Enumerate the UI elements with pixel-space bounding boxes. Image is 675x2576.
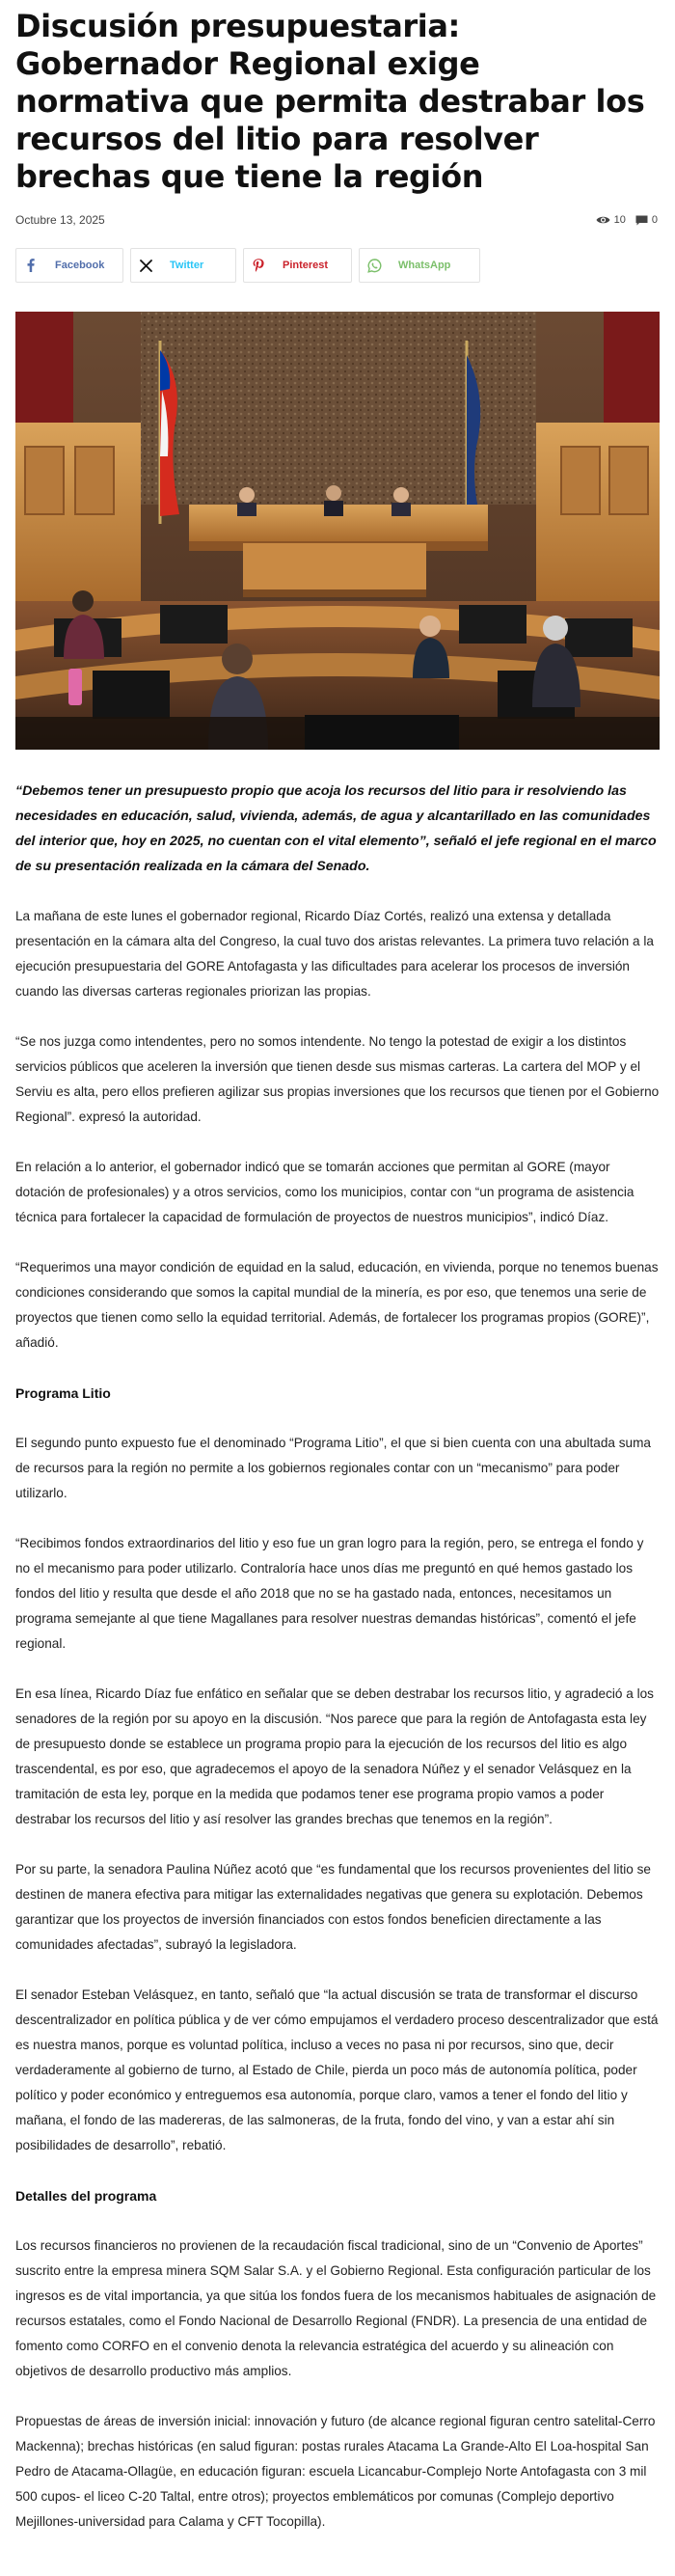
views-counter — [596, 214, 626, 226]
share-twitter-label: Twitter — [170, 260, 204, 271]
section-heading-detalles-programa: Detalles del programa — [15, 2188, 157, 2204]
article-meta — [15, 209, 660, 231]
body-paragraph-2: “Se nos juzga como intendentes, pero no somos intendente. No tengo la potestad de exigir a los distintos servicios públicos que aceleren la inversión que tienen desde sus mismas carteras. La cartera del MOP y el Serviu es alta, pero ellos prefieren agilizar sus propias inversiones que los recursos que tienen por el Gobierno Regional”. expresó la autoridad. — [15, 1034, 660, 1124]
body-paragraph-9: El senador Esteban Velásquez, en tanto, señaló que “la actual discusión se trata de transformar el discurso descentralizador en política pública y de ver cómo empujamos el verdadero proceso descentralizador que está es nuestra manos, porque es voluntad política, incluso a veces no pasa ni por recursos, sino que, decir verdaderamente al gobierno de turno, al Estado de Chile, pierda un poco más de autonomía política, poder político y poder económico y entreguemos esa autonomía, porque claro, vamos a tener el fondo del litio y mañana, el fondo de las madereras, de las salmoneras, de la fruta, fondo del vino, y van a estar ahí sin posibilidades de desarrollo”, rebatió. — [15, 1987, 659, 2152]
share-buttons — [15, 248, 660, 283]
pinterest-icon — [253, 259, 264, 272]
x-twitter-icon — [140, 260, 152, 272]
share-pinterest-button[interactable] — [243, 248, 352, 283]
senate-chamber-illustration — [15, 312, 660, 750]
share-twitter-button[interactable] — [130, 248, 236, 283]
publish-date: Octubre 13, 2025 — [15, 213, 105, 227]
share-whatsapp-label: WhatsApp — [398, 260, 451, 271]
body-paragraph-3: En relación a lo anterior, el gobernador indicó que se tomarán acciones que permitan al GORE (mayor dotación de profesionales) y a otros servicios, como los municipios, contar con “un programa de asistencia técnica para fortalecer la capacidad de formulación de proyectos de nuestros municipios”, indicó Díaz. — [15, 1160, 634, 1224]
body-paragraph-8: Por su parte, la senadora Paulina Núñez acotó que “es fundamental que los recursos provenientes del litio se destinen de manera efectiva para mitigar las externalidades negativas que genera su explotación. Debemos garantizar que los proyectos de inversión financiados con estos fondos beneficien directamente a las comunidades afectadas”, subrayó la legisladora. — [15, 1862, 651, 1952]
body-paragraph-10: Los recursos financieros no provienen de la recaudación fiscal tradicional, sino de un “Convenio de Aportes” suscrito entre la empresa minera SQM Salar S.A. y el Gobierno Regional. Esta configuración particular de los ingresos es de vital importancia, ya que sitúa los fondos fuera de los mecanismos habituales de asignación de recursos estatales, como el Fondo Nacional de Desarrollo Regional (FNDR). La presencia de una entidad de fomento como CORFO en el convenio denota la relevancia estratégica del acuerdo y su alineación con objetivos de desarrollo productivo más amplios. — [15, 2238, 657, 2378]
body-paragraph-4: “Requerimos una mayor condición de equidad en la salud, educación, en vivienda, porque no tenemos buenas condiciones considerando que somos la capital mundial de la minería, es por eso, que tenemos una serie de proyectos que tienen como sello la equidad territorial. Además, de fortalecer los programas propios (GORE)”, añadió. — [15, 1260, 659, 1350]
share-facebook-label: Facebook — [55, 260, 105, 271]
article-counters — [596, 214, 660, 226]
body-paragraph-5: El segundo punto expuesto fue el denominado “Programa Litio”, el que si bien cuenta con una abultada suma de recursos para la región no permite a los gobiernos regionales contar con un “mecanismo” para poder utilizarlo. — [15, 1436, 651, 1500]
body-paragraph-6: “Recibimos fondos extraordinarios del litio y eso fue un gran logro para la región, pero, se entrega el fondo y no el mecanismo para poder utilizarlo. Contraloría hace unos días me preguntó en qué hemos gastado los fondos del litio y resulta que desde el año 2018 que no se ha gastado nada, entonces, necesitamos un programa semejante al que tiene Magallanes para resolver nuestras demandas históricas”, comentó el jefe regional. — [15, 1536, 644, 1651]
views-count: 10 — [613, 214, 626, 226]
share-whatsapp-button[interactable] — [359, 248, 480, 283]
comment-icon — [635, 215, 648, 226]
body-paragraph-7: En esa línea, Ricardo Díaz fue enfático en señalar que se deben destrabar los recursos litio, y agradeció a los senadores de la región por su apoyo en la discusión. “Nos parece que para la región de Antofagasta esta ley de presupuesto donde se establece un programa propio para la ejecución de los recursos del litio es algo trascendental, es por eso, que agradecemos el apoyo de la senadora Núñez y el senador Velásquez en la tramitación de esta ley, porque en la medida que podamos tener ese programa propio vamos a poder destrabar los recursos del litio y así resolver las grandes brechas que tenemos en la región”. — [15, 1686, 654, 1826]
whatsapp-icon — [367, 259, 382, 273]
comments-count: 0 — [651, 214, 658, 226]
senate-chamber-photo — [15, 312, 660, 750]
article-lead: “Debemos tener un presupuesto propio que acoja los recursos del litio para ir resolviendo las necesidades en educación, salud, vivienda, además, de agua y alcantarillado en las comunidades del interior que, hoy en 2025, no cuentan con el vital elemento”, señaló el jefe regional en el marco de su presentación realizada en la cámara del Senado. — [15, 783, 657, 874]
share-facebook-button[interactable] — [15, 248, 123, 283]
body-paragraph-11: Propuestas de áreas de inversión inicial: innovación y futuro (de alcance regional figuran centro satelital-Cerro Mackenna); brechas históricas (en salud figuran: postas rurales Atacama La Grande-Alto El Loa-hospital San Pedro de Atacama-Ollagüe, en educación figuran: escuela Licancabur-Complejo Norte Antofagasta con 3 mil 500 cupos- el liceo C-20 Taltal, entre otros); proyectos emblemáticos por comunas (Complejo deportivo Mejillones-universidad para Calama y CFT Tocopilla). — [15, 2414, 656, 2529]
eye-icon — [596, 215, 610, 225]
comments-counter[interactable] — [635, 214, 658, 226]
body-paragraph-1: La mañana de este lunes el gobernador regional, Ricardo Díaz Cortés, realizó una extensa y detallada presentación en la cámara alta del Congreso, la cual tuvo dos aristas relevantes. La primera tuvo relación a la ejecución presupuestaria del GORE Antofagasta y las dificultades para acelerar los procesos de inversión cuando las diversas carteras regionales priorizan las propias. — [15, 909, 654, 999]
article-title: Discusión presupuestaria: Gobernador Regional exige normativa que permita destrabar los recursos del litio para resolver brechas que tiene la región — [15, 8, 645, 195]
facebook-icon — [27, 259, 35, 272]
section-heading-programa-litio: Programa Litio — [15, 1385, 111, 1401]
share-pinterest-label: Pinterest — [283, 260, 329, 271]
